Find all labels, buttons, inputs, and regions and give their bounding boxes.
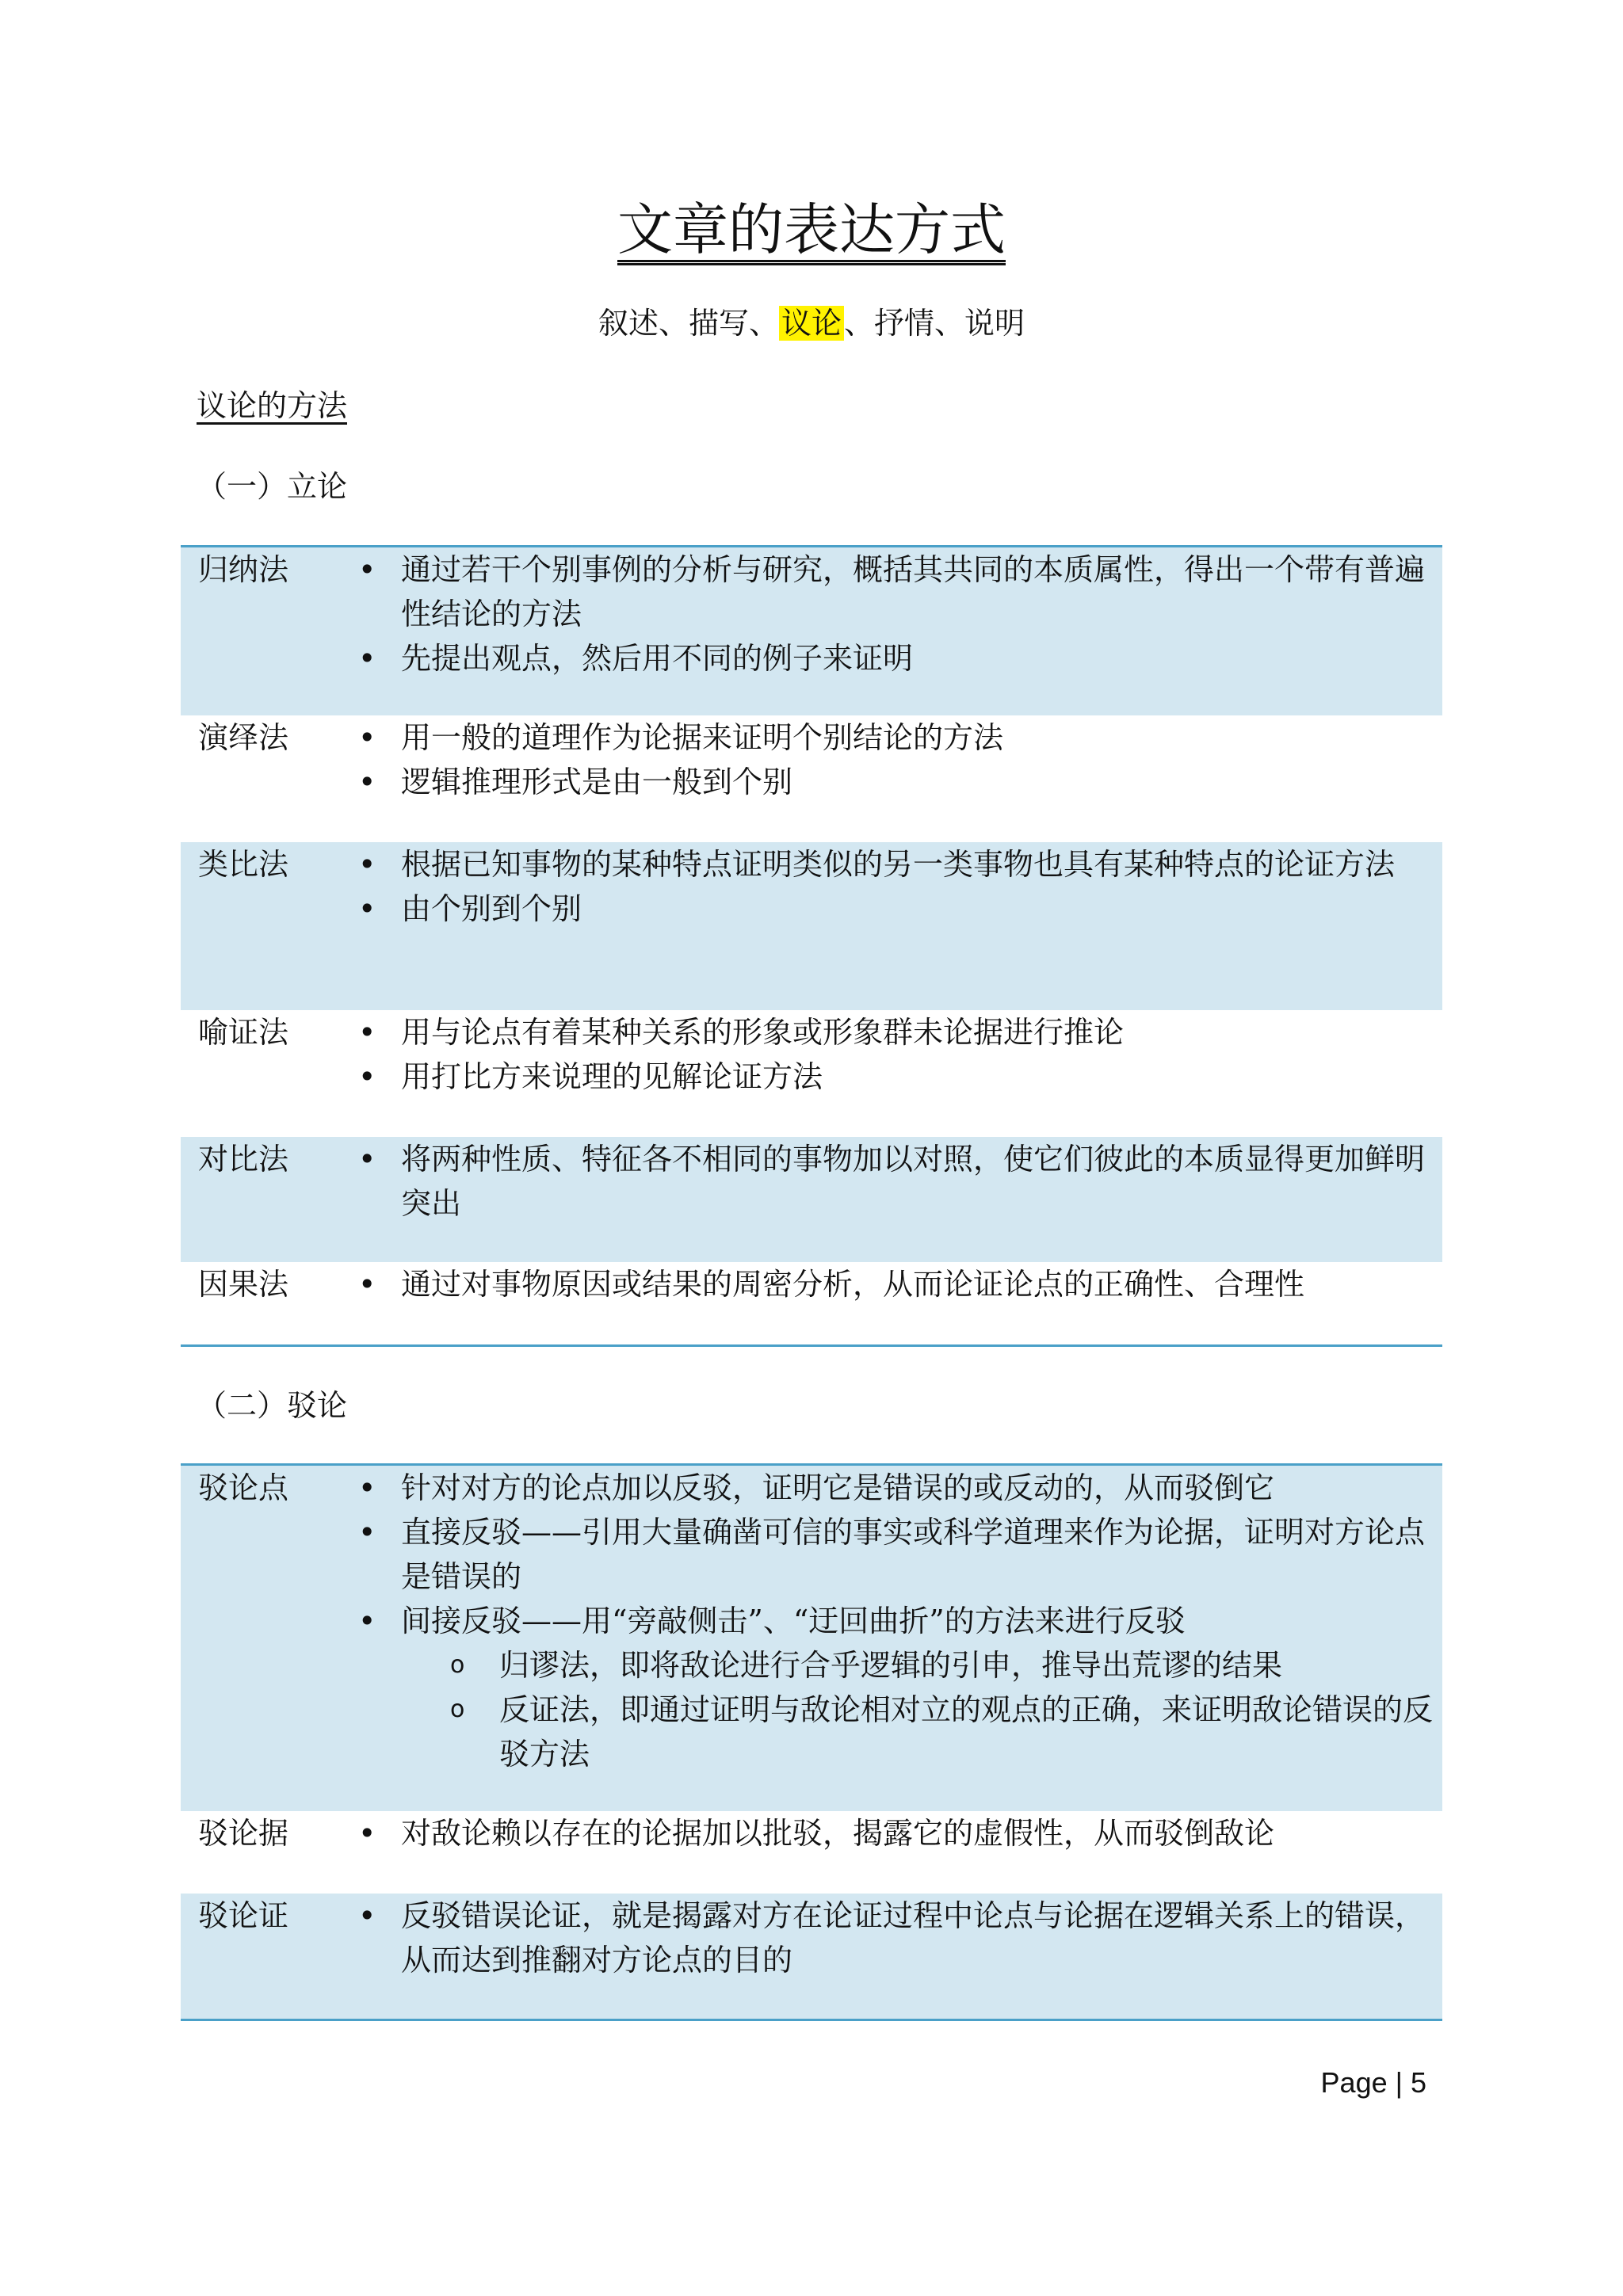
list-item: • 将两种性质、特征各不相同的事物加以对照，使它们彼此的本质显得更加鲜明突出 (355, 1137, 1442, 1226)
circle-bullet-icon: o (450, 1695, 465, 1723)
bullet-icon: • (358, 847, 376, 882)
part2-heading: （二）驳论 (197, 1388, 348, 1423)
row-term: 驳论证 (198, 1898, 289, 1933)
row-term: 对比法 (198, 1142, 289, 1177)
table-row (181, 1894, 1442, 2019)
circle-bullet-icon: o (450, 1651, 465, 1679)
list-item: • 用打比方来说理的见解论证方法 (355, 1055, 1442, 1099)
list-item: • 直接反驳——引用大量确凿可信的事实或科学道理来作为论据，证明对方论点是错误的 (355, 1510, 1442, 1599)
table-row (181, 1137, 1442, 1262)
list-item: • 先提出观点，然后用不同的例子来证明 (355, 636, 1442, 681)
table-row (181, 547, 1442, 715)
sub-list-item: o 归谬法，即将敌论进行合乎逻辑的引申，推导出荒谬的结果 (355, 1643, 1442, 1688)
part1-table (181, 545, 1442, 1347)
row-term: 驳论据 (198, 1816, 289, 1851)
list-item: • 对敌论赖以存在的论据加以批驳，揭露它的虚假性，从而驳倒敌论 (355, 1811, 1442, 1855)
section-label: 议论的方法 (197, 388, 348, 423)
row-term: 喻证法 (198, 1015, 289, 1050)
list-item: • 通过若干个别事例的分析与研究，概括其共同的本质属性，得出一个带有普遍性结论的方法 (355, 547, 1442, 636)
subtitle-before: 叙述、描写、 (598, 306, 779, 341)
bullet-icon: • (358, 765, 376, 799)
bullet-icon: • (358, 891, 376, 926)
list-item: • 针对对方的论点加以反驳，证明它是错误的或反动的，从而驳倒它 (355, 1466, 1442, 1510)
part1-heading: （一）立论 (197, 469, 348, 504)
bullet-icon: • (358, 1015, 376, 1050)
list-item: • 逻辑推理形式是由一般到个别 (355, 760, 1442, 804)
bullet-icon: • (358, 1059, 376, 1094)
row-term: 归纳法 (198, 552, 289, 587)
bullet-icon: • (358, 1470, 376, 1505)
row-term: 演绎法 (198, 720, 289, 755)
list-item: • 由个别到个别 (355, 887, 1442, 931)
sub-list-item: o 反证法，即通过证明与敌论相对立的观点的正确，来证明敌论错误的反驳方法 (355, 1688, 1442, 1776)
table-row (181, 1466, 1442, 1811)
list-item: • 用一般的道理作为论据来证明个别结论的方法 (355, 715, 1442, 760)
part2-table (181, 1463, 1442, 2021)
bullet-icon: • (358, 552, 376, 587)
list-item: • 间接反驳——用“旁敲侧击”、“迂回曲折”的方法来进行反驳 (355, 1599, 1442, 1643)
row-term: 驳论点 (198, 1470, 289, 1505)
table-row (181, 715, 1442, 842)
bullet-icon: • (358, 641, 376, 676)
bullet-icon: • (358, 720, 376, 755)
subtitle-after: 、抒情、说明 (844, 306, 1025, 341)
bullet-icon: • (358, 1515, 376, 1550)
table-row (181, 1811, 1442, 1894)
bullet-icon: • (358, 1142, 376, 1177)
table-row (181, 1262, 1442, 1344)
list-item: • 用与论点有着某种关系的形象或形象群未论据进行推论 (355, 1010, 1442, 1055)
row-term: 因果法 (198, 1267, 289, 1302)
page-footer: Page | 5 (1320, 2066, 1426, 2099)
bullet-icon: • (358, 1816, 376, 1851)
row-term: 类比法 (198, 847, 289, 882)
bullet-icon: • (358, 1604, 376, 1638)
bullet-icon: • (358, 1898, 376, 1933)
table-row (181, 1010, 1442, 1137)
page-title: 文章的表达方式 (617, 197, 1006, 262)
table-row (181, 842, 1442, 1010)
list-item: • 通过对事物原因或结果的周密分析，从而论证论点的正确性、合理性 (355, 1262, 1442, 1306)
list-item: • 反驳错误论证，就是揭露对方在论证过程中论点与论据在逻辑关系上的错误，从而达到推翻对方论点的目的 (355, 1894, 1442, 1982)
subtitle-highlight: 议论 (779, 306, 844, 341)
bullet-icon: • (358, 1267, 376, 1302)
list-item: • 根据已知事物的某种特点证明类似的另一类事物也具有某种特点的论证方法 (355, 842, 1442, 887)
subtitle (0, 299, 1623, 347)
